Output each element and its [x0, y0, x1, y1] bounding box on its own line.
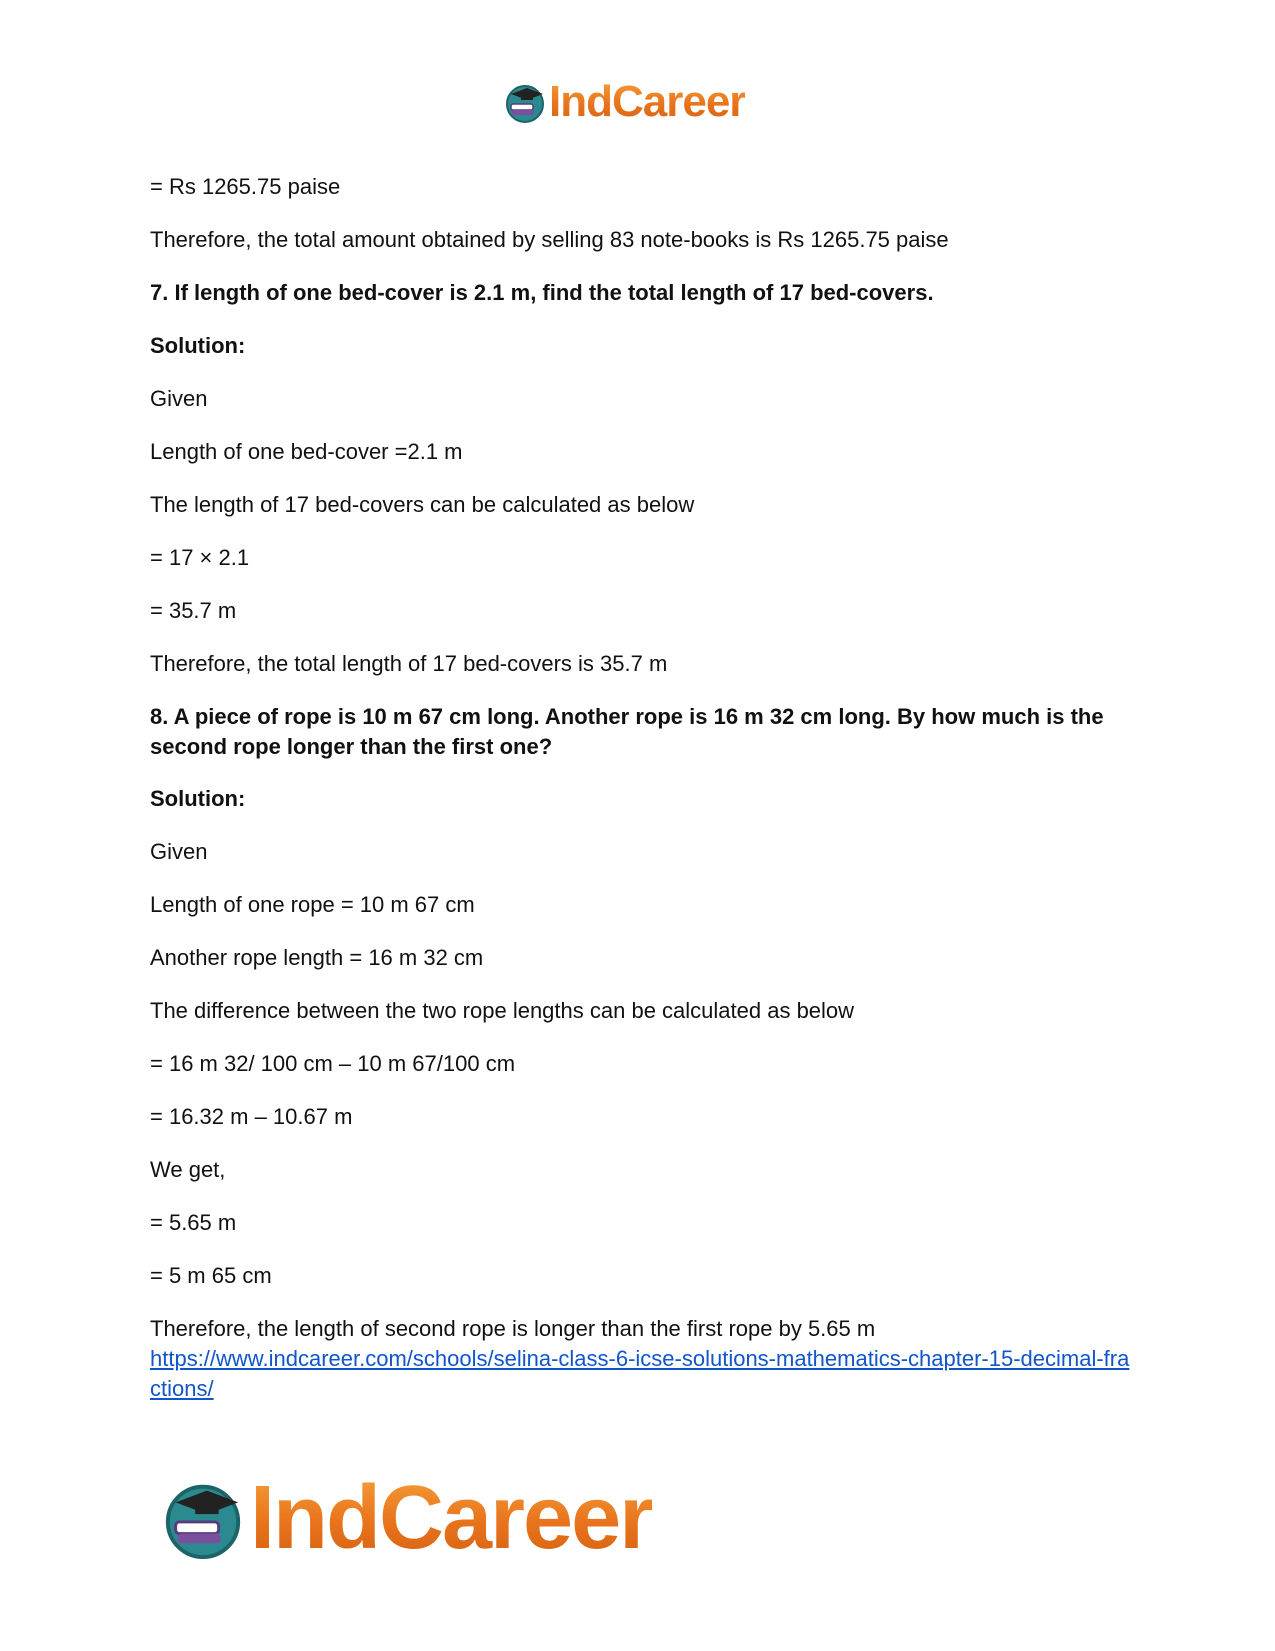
text-line: The length of 17 bed-covers can be calculated as below [150, 492, 695, 517]
footer-logo [160, 1468, 652, 1568]
text-line: = 16 m 32/ 100 cm – 10 m 67/100 cm [150, 1051, 516, 1076]
text-line: Another rope length = 16 m 32 cm [150, 945, 484, 970]
text-line: = 5 m 65 cm [150, 1263, 272, 1288]
text-line: = 5.65 m [150, 1210, 237, 1235]
text-line: = 16.32 m – 10.67 m [150, 1104, 353, 1129]
text-line: Given [150, 839, 208, 864]
text-line: Therefore, the length of second rope is longer than the first rope by 5.65 m [150, 1316, 876, 1341]
text-line: Length of one bed-cover =2.1 m [150, 439, 463, 464]
text-line: Therefore, the total length of 17 bed-covers is 35.7 m [150, 651, 668, 676]
text-line: = Rs 1265.75 paise [150, 174, 341, 199]
footer-logo-text: IndCareer [250, 1468, 653, 1568]
solution-label: Solution: [150, 786, 246, 811]
text-line: = 35.7 m [150, 598, 237, 623]
source-link[interactable]: https://www.indcareer.com/schools/selina-class-6-icse-solutions-mathematics-chapter-15-decimal-fractions/ [150, 1346, 1130, 1401]
header-logo [503, 76, 745, 128]
text-line: Length of one rope = 10 m 67 cm [150, 892, 475, 917]
question-7-heading: 7. If length of one bed-cover is 2.1 m, find the total length of 17 bed-covers. [150, 280, 934, 305]
solution-label: Solution: [150, 333, 246, 358]
text-line: We get, [150, 1157, 226, 1182]
header-logo-text: IndCareer [549, 77, 746, 126]
text-line: Given [150, 386, 208, 411]
text-line: Therefore, the total amount obtained by selling 83 note-books is Rs 1265.75 paise [150, 227, 949, 252]
graduation-cap-books-globe-icon [160, 1475, 246, 1561]
graduation-cap-books-globe-icon [503, 80, 547, 124]
text-line: = 17 × 2.1 [150, 545, 250, 570]
text-line: The difference between the two rope lengths can be calculated as below [150, 998, 855, 1023]
question-8-heading: 8. A piece of rope is 10 m 67 cm long. Another rope is 16 m 32 cm long. By how much is the second rope longer than the first one? [150, 704, 1104, 759]
